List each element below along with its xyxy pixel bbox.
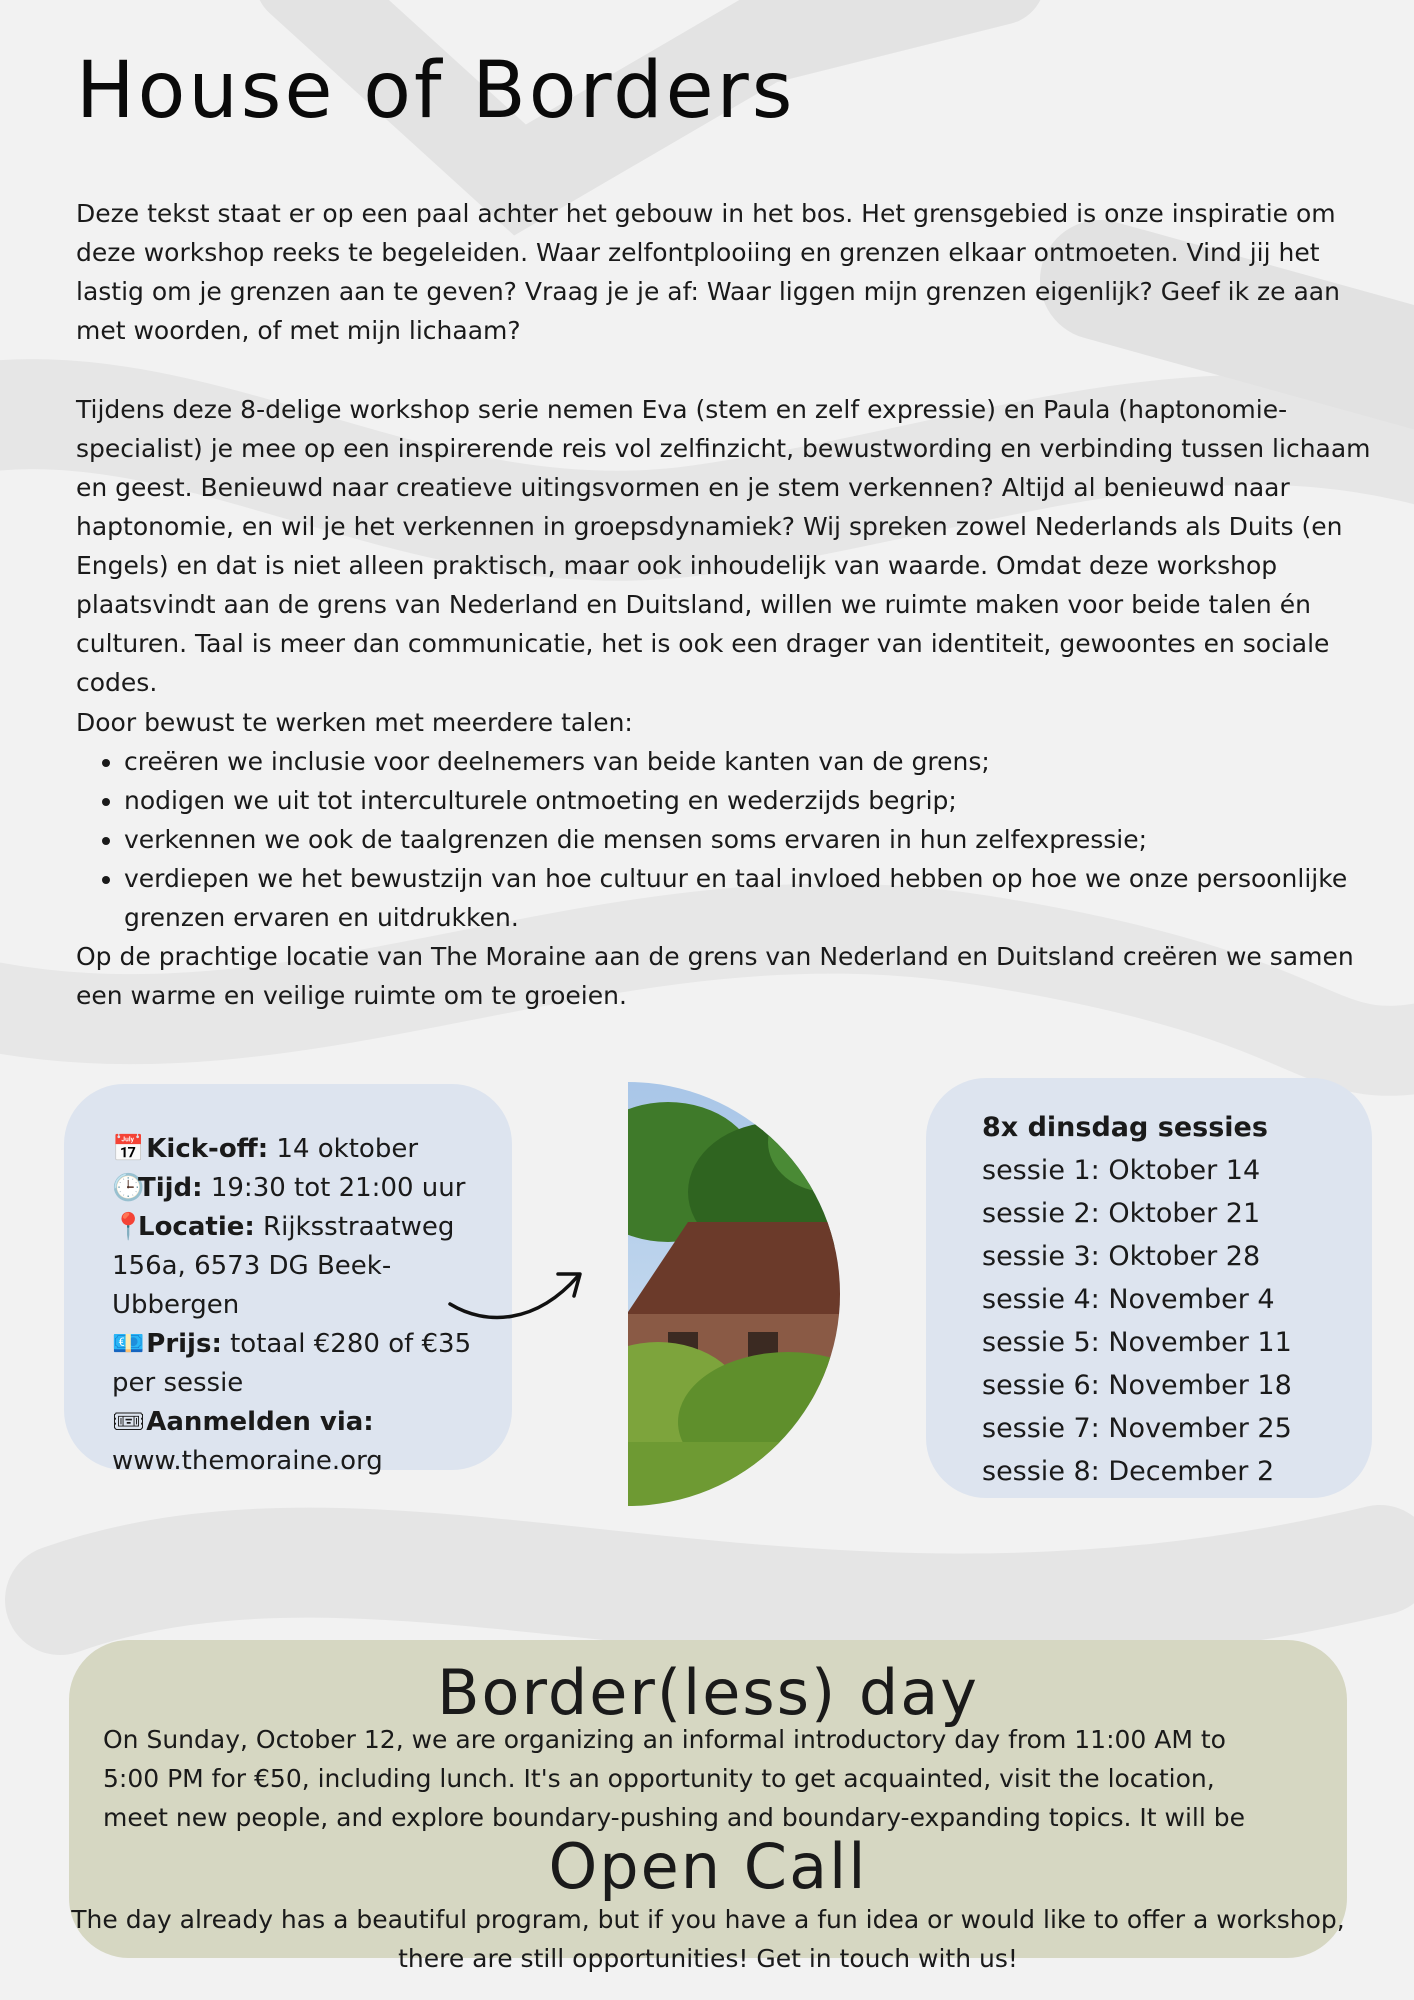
building-photo [628,1082,860,1506]
kickoff-value: 14 oktober [276,1134,419,1164]
location-label: Locatie: [138,1212,255,1242]
money-icon: 💶 [112,1329,145,1359]
list-item: • verdiepen we het bewustzijn van hoe cultuur en taal invloed hebben op hoe we onze persoonlijke grenzen ervaren en uitdrukken. [124,859,1414,937]
time-value: 19:30 tot 21:00 uur [210,1173,466,1203]
page-title: House of Borders [76,46,796,136]
session-item: sessie 3: Oktober 28 [982,1241,1261,1272]
signup-label: Aanmelden via: [146,1407,374,1437]
session-item: sessie 6: November 18 [982,1370,1292,1401]
time-row [112,1169,502,1208]
open-call-text: The day already has a beautiful program, but if you have a fun idea or would like to offer a workshop, there are still opportunities! Get in touch with us! [71,1905,1345,1973]
location-value: Rijksstraatweg 156a, 6573 DG Beek-Ubbergen [112,1212,455,1320]
location-row [112,1208,502,1325]
list-item: • creëren we inclusie voor deelnemers van beide kanten van de grens; [124,742,1414,781]
sessions-card [926,1078,1372,1498]
session-item: sessie 8: December 2 [982,1456,1275,1487]
kickoff-row [112,1130,502,1169]
price-value: totaal €280 of €35 per sessie [112,1329,472,1398]
price-label: Prijs: [146,1329,222,1359]
borderless-day-title: Border(less) day [437,1656,979,1729]
signup-row [112,1403,502,1442]
list-item: • verkennen we ook de taalgrenzen die mensen soms ervaren in hun zelfexpressie; [124,820,1414,859]
borderless-day-card [69,1640,1347,1973]
calendar-icon: 📅 [112,1134,145,1164]
session-item: sessie 7: November 25 [982,1413,1292,1444]
benefits-list [76,742,1414,937]
clock-icon: 🕒 [112,1173,145,1203]
arrow-icon [446,1254,588,1334]
session-item: sessie 1: Oktober 14 [982,1155,1261,1186]
price-row [112,1325,502,1403]
intro-paragraph: Deze tekst staat er op een paal achter het gebouw in het bos. Het grensgebied is onze inspiratie om deze workshop reeks te begeleiden. Waar zelfontplooiing en grenzen elkaar ontmoeten. Vind jij het lastig om je grenzen aan te geven? Vraag je je af: Waar liggen mijn grenzen eigenlijk? Geef ik ze aan met woorden, of met mijn lichaam? [76,199,1340,345]
ticket-icon: 🎟 [112,1407,146,1437]
sessions-heading: 8x dinsdag sessies [982,1112,1268,1143]
closing-paragraph: Op de prachtige locatie van The Moraine aan de grens van Nederland en Duitsland creëren we samen een warme en veilige ruimte om te groeien. [76,942,1354,1010]
workshop-description-paragraph: Tijdens deze 8-delige workshop serie nemen Eva (stem en zelf expressie) en Paula (haptonomie-specialist) je mee op een inspirerende reis vol zelfinzicht, bewustwording en verbinding tussen lichaam en geest. Benieuwd naar creatieve uitingsvormen en je stem verkennen? Altijd al benieuwd naar haptonomie, en wil je het verkennen in groepsdynamiek? Wij spreken zowel Nederlands als Duits (en Engels) en dat is niet alleen praktisch, maar ook inhoudelijk van waarde. Omdat deze workshop plaatsvindt aan de grens van Nederland en Duitsland, willen we ruimte maken voor beide talen én culturen. Taal is meer dan communicatie, het is ook een drager van identiteit, gewoontes en sociale codes. [76,395,1371,697]
open-call-title: Open Call [548,1830,868,1903]
pin-icon: 📍 [112,1212,145,1242]
bullets-lead-text: Door bewust te werken met meerdere talen: [76,708,633,737]
session-item: sessie 4: November 4 [982,1284,1275,1315]
kickoff-label: Kick-off: [146,1134,269,1164]
time-label: Tijd: [138,1173,203,1203]
list-item: • nodigen we uit tot interculturele ontmoeting en wederzijds begrip; [124,781,1414,820]
session-item: sessie 5: November 11 [982,1327,1292,1358]
borderless-day-text: On Sunday, October 12, we are organizing an informal introductory day from 11:00 AM to 5:00 PM for €50, including lunch. It's an opportunity to get acquainted, visit the location, meet new people, and explore boundary-pushing and boundary-expanding topics. It will be [103,1725,1245,1832]
event-info-card [64,1084,512,1476]
signup-link[interactable]: www.themoraine.org [112,1446,383,1476]
session-item: sessie 2: Oktober 21 [982,1198,1261,1229]
